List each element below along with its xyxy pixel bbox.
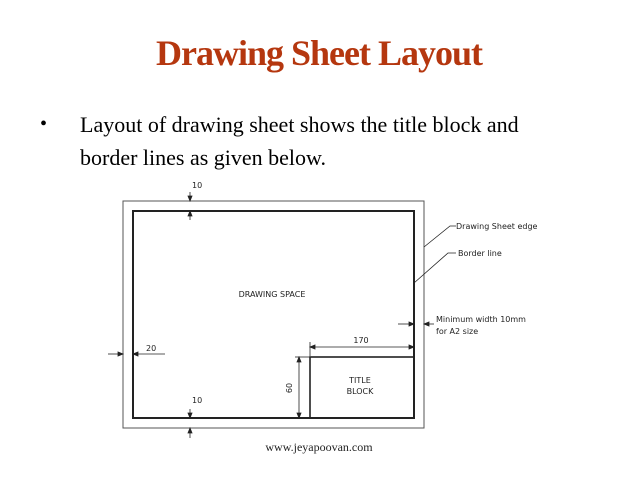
label-min-width-2: for A2 size [436,327,479,336]
slide-title: Drawing Sheet Layout [155,33,482,73]
bullet-text: Layout of drawing sheet shows the title block and border lines as given below. [80,112,519,170]
title-height-dimension [295,357,310,418]
top-dimension [188,192,192,220]
border-line-leader [414,253,456,283]
sheet-edge-leader [424,226,456,247]
drawing-space-label: DRAWING SPACE [238,290,306,299]
label-min-width-1: Minimum width 10mm [436,315,526,324]
min-width-dimension [398,322,434,326]
dim-top-label: 10 [192,181,203,190]
dim-left-label: 20 [146,344,157,353]
footer-url: www.jeyapoovan.com [265,440,373,454]
title-block-label-1: TITLE [349,376,371,385]
bottom-dimension [188,409,192,438]
label-sheet-edge: Drawing Sheet edge [456,222,538,231]
left-dimension [108,352,165,356]
dim-title-width-label: 170 [353,336,369,345]
dim-title-height-label: 60 [285,382,294,394]
sheet-edge [123,201,424,428]
title-block-label-2: BLOCK [346,387,374,396]
label-border-line: Border line [458,249,502,258]
bullet-icon: • [40,113,48,135]
dim-bottom-label: 10 [192,396,203,405]
